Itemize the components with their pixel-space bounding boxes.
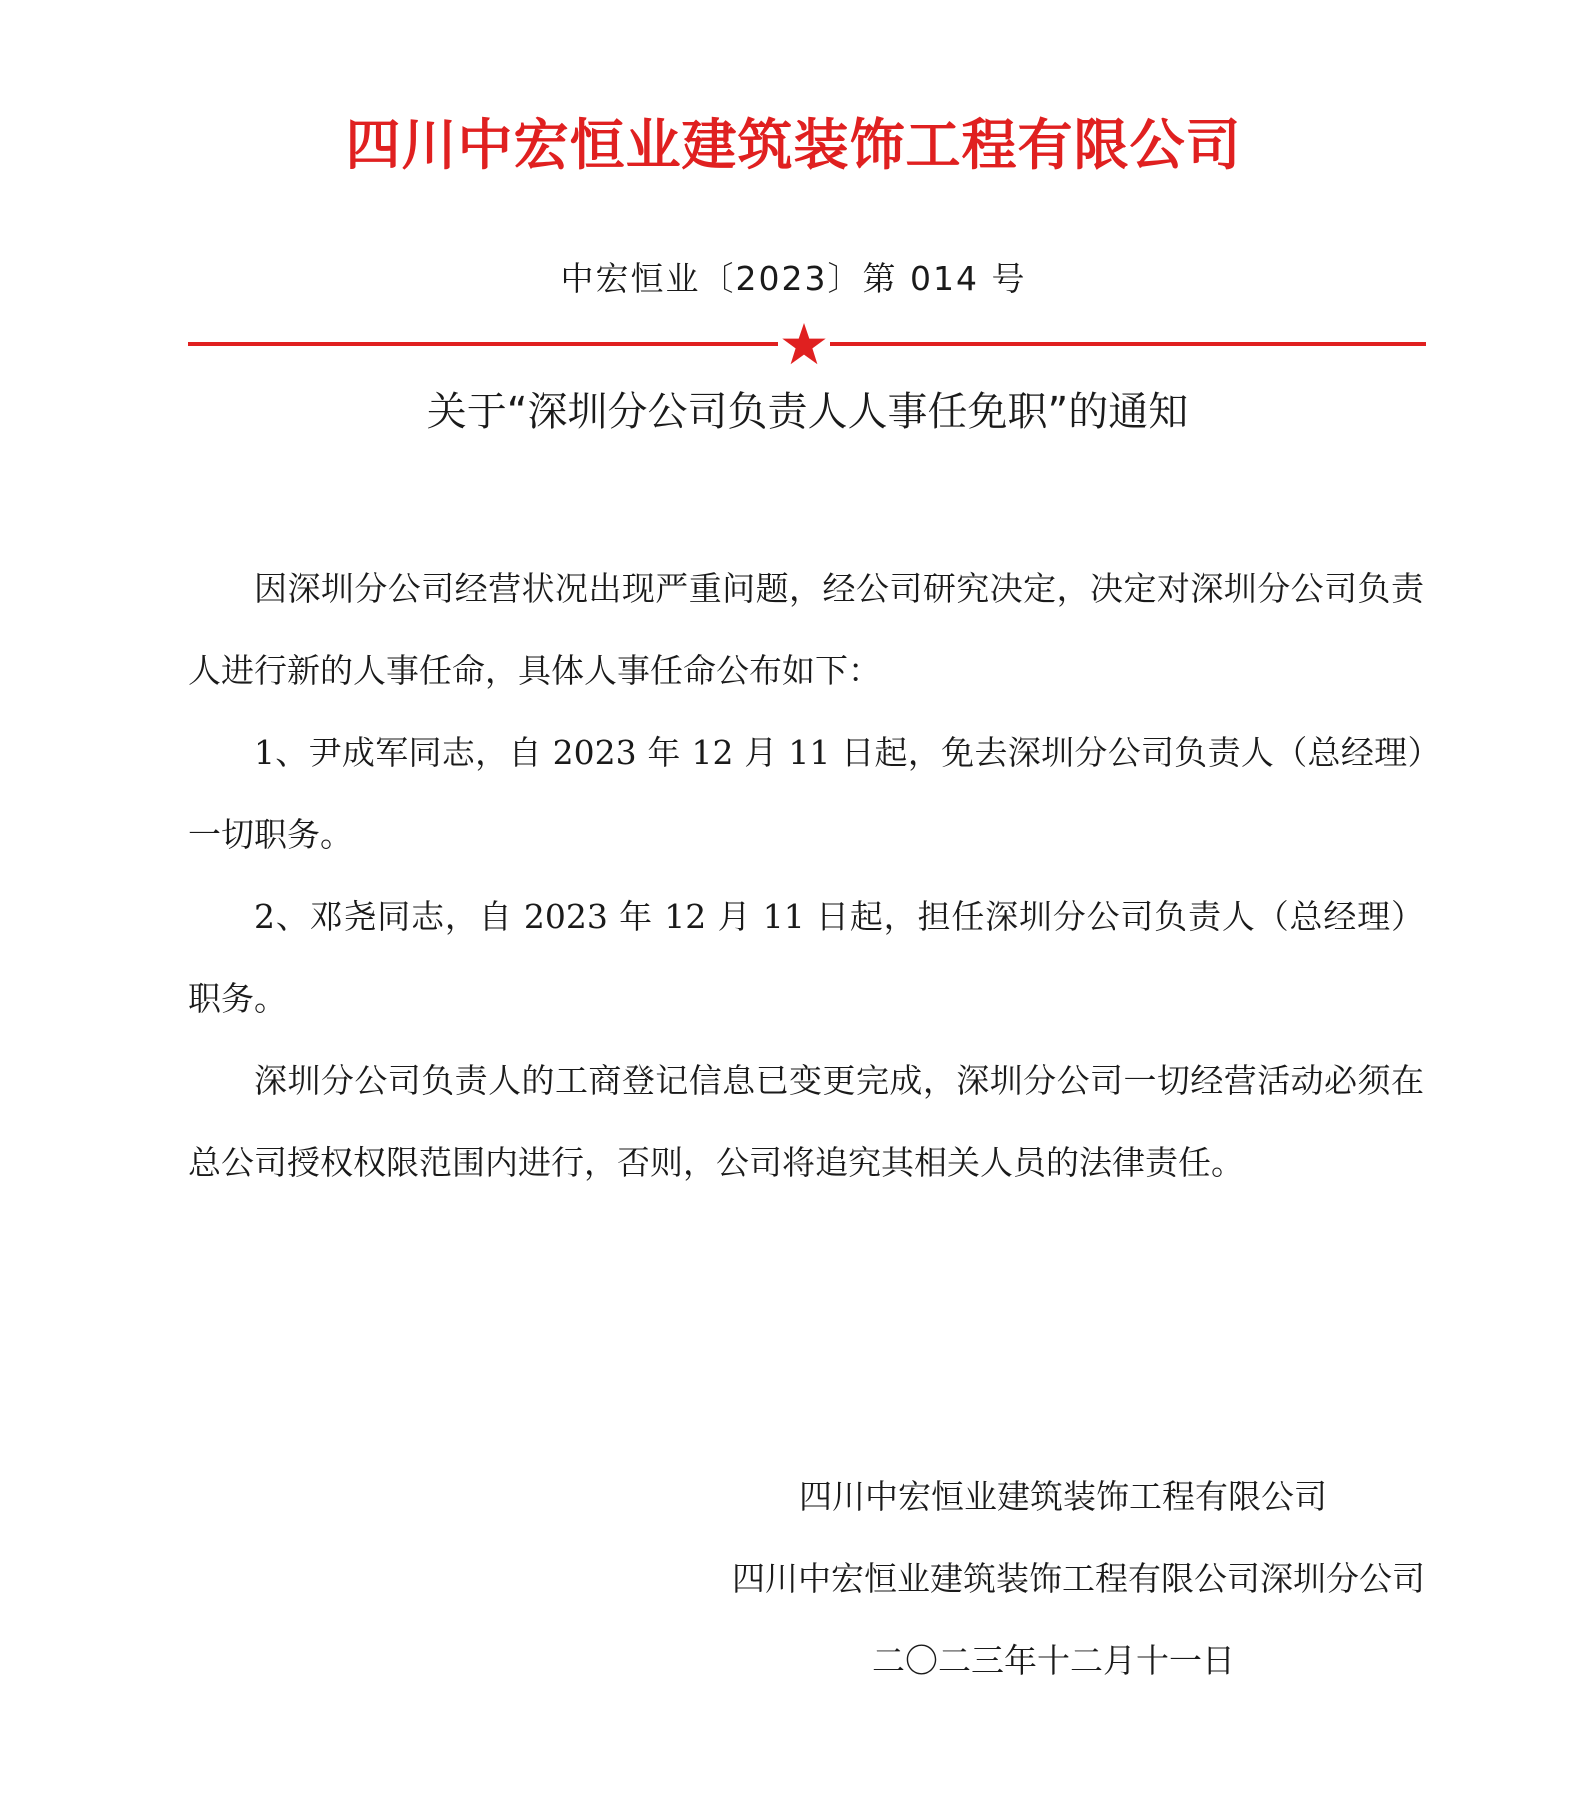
signature-block — [732, 1456, 1425, 1702]
body-paragraph-intro: 因深圳分公司经营状况出现严重问题，经公司研究决定，决定对深圳分公司负责人进行新的人事任命，具体人事任命公布如下： — [188, 569, 1424, 690]
notice-body — [188, 548, 1424, 1204]
body-paragraph-item-1: 1、尹成军同志，自 2023 年 12 月 11 日起，免去深圳分公司负责人（总经理）一切职务。 — [188, 733, 1424, 854]
red-divider-left — [188, 342, 778, 346]
document-number: 中宏恒业〔2023〕第 014 号 — [560, 259, 1027, 298]
red-divider-right — [830, 342, 1426, 346]
signature-date: 二〇二三年十二月十一日 — [872, 1641, 1235, 1680]
signature-company-hq: 四川中宏恒业建筑装饰工程有限公司 — [799, 1477, 1327, 1516]
signature-company-branch: 四川中宏恒业建筑装饰工程有限公司深圳分公司 — [732, 1559, 1425, 1598]
notice-title: 关于“深圳分公司负责人人事任免职”的通知 — [426, 389, 1189, 435]
company-header-title: 四川中宏恒业建筑装饰工程有限公司 — [345, 113, 1242, 177]
star-icon — [780, 320, 828, 368]
body-paragraph-item-2: 2、邓尧同志，自 2023 年 12 月 11 日起，担任深圳分公司负责人（总经理）职务。 — [188, 897, 1424, 1018]
body-paragraph-closing: 深圳分公司负责人的工商登记信息已变更完成，深圳分公司一切经营活动必须在总公司授权权限范围内进行，否则，公司将追究其相关人员的法律责任。 — [188, 1061, 1424, 1182]
